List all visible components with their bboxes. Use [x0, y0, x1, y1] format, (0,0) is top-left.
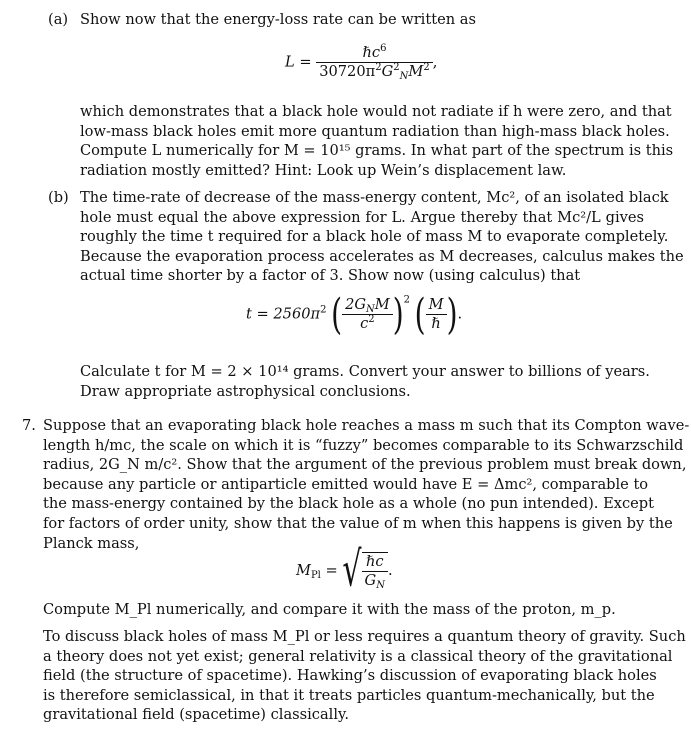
eq-7-sqrt: √ $\frac{\text{ℏc}}{G_N}$	[342, 552, 388, 590]
part-b-line: roughly the time t required for a black hole of mass M to evaporate completely.	[80, 228, 669, 246]
eq-b-f1-den-exp: 2	[368, 314, 375, 325]
problem-7-closing	[43, 627, 686, 725]
eq-b-outer-exp: 2	[403, 294, 411, 306]
part-a-body	[80, 102, 674, 180]
part-b-line: Because the evaporation process accelerates as M decreases, calculus makes the	[80, 247, 684, 265]
part-a-line: radiation mostly emitted? Hint: Look up Wein’s displacement law.	[80, 161, 567, 179]
eq-b-lhs: t = 2560π	[246, 305, 321, 323]
planck-mass-equation	[296, 542, 393, 599]
problem-7-line: length h/mc, the scale on which it is “fuzzy” becomes comparable to its Schwarzschild	[43, 436, 684, 454]
evaporation-time-equation: $t = 2560\pi^2$ ( $\frac{2G_NM}{c^2}$ )$^2$ ( $\frac{M}{\text{ℏ}}$ ).	[246, 289, 463, 339]
eq-a-den-m: M	[408, 63, 424, 80]
eq-7-eq: =	[325, 562, 338, 579]
eq-7-den-sub: N	[376, 580, 385, 591]
problem-7-compute: Compute M_Pl numerically, and compare it with the mass of the proton, m_p.	[43, 601, 616, 618]
eq-b-f2-num: M	[426, 296, 447, 315]
eq-a-lhs: L =	[285, 53, 312, 71]
part-a-label: (a)	[48, 11, 69, 28]
part-b-line: The time-rate of decrease of the mass-energy content, Mc², of an isolated black	[80, 189, 669, 206]
problem-7-closing-line: gravitational field (spacetime) classically.	[43, 706, 349, 724]
part-b-after-line: Draw appropriate astrophysical conclusions.	[80, 382, 411, 400]
problem-7-closing-line: To discuss black holes of mass M_Pl or less requires a quantum theory of gravity. Such	[43, 628, 686, 645]
part-b-label: (b)	[48, 189, 69, 206]
part-b-line: hole must equal the above expression for L. Argue thereby that Mc²/L gives	[80, 208, 644, 226]
problem-7-line: for factors of order unity, show that the value of m when this happens is given by the	[43, 514, 673, 532]
eq-a-num-exp: 6	[380, 43, 387, 54]
energy-loss-equation	[285, 44, 437, 81]
problem-7-label: 7.	[22, 417, 36, 434]
eq-b-f2-den: ℏ	[431, 315, 441, 332]
eq-a-den-coef: 30720π	[319, 63, 376, 80]
eq-b-f1-den: c	[360, 315, 369, 332]
eq-a-numerator: ℏc	[362, 44, 381, 61]
part-a-line: which demonstrates that a black hole would not radiate if h were zero, and that	[80, 103, 672, 120]
eq-b-fraction-2	[426, 296, 447, 333]
problem-7-line: radius, 2G_N m/c². Show that the argument of the previous problem must break down,	[43, 456, 687, 474]
part-a-line: low-mass black holes emit more quantum radiation than high-mass black holes.	[80, 122, 670, 140]
problem-7-line: Suppose that an evaporating black hole reaches a mass m such that its Compton wave-	[43, 417, 690, 434]
problem-7-line: Planck mass,	[43, 534, 140, 552]
eq-a-fraction: $\frac{\hbar c^6}{30720\pi^2G^2_NM^2}$	[316, 44, 433, 81]
problem-7-body	[43, 416, 690, 553]
problem-7-closing-line: is therefore semiclassical, in that it treats particles quantum-mechanically, but the	[43, 686, 655, 704]
eq-7-trailing: .	[387, 562, 393, 579]
eq-7-lhs-sub: Pl	[310, 570, 321, 581]
part-b-line: actual time shorter by a factor of 3. Show now (using calculus) that	[80, 267, 581, 285]
part-a-line: Compute L numerically for M = 10¹⁵ grams. In what part of the spectrum is this	[80, 142, 674, 160]
problem-7-closing-line: field (the structure of spacetime). Hawking’s discussion of evaporating black holes	[43, 667, 657, 685]
eq-b-fraction-1	[342, 296, 393, 333]
problem-7-line: because any particle or antiparticle emitted would have E = Δmc², comparable to	[43, 475, 649, 493]
part-b-after-line: Calculate t for M = 2 × 10¹⁴ grams. Convert your answer to billions of years.	[80, 363, 650, 380]
part-a-intro: Show now that the energy-loss rate can be written as	[80, 11, 476, 28]
problem-7-closing-line: a theory does not yet exist; general relativity is a classical theory of the gravitational	[43, 647, 673, 665]
eq-a-den-sub: N	[399, 71, 409, 82]
eq-b-f1-num: 2G	[345, 296, 367, 313]
eq-b-f1-num-m: M	[374, 296, 390, 313]
problem-7-line: the mass-energy contained by the black hole as a whole (no pun intended). Except	[43, 495, 654, 513]
eq-7-den: G	[364, 572, 377, 589]
eq-b-trailing: .	[457, 305, 463, 323]
eq-b-f1-num-sub: N	[366, 304, 375, 315]
part-b-after	[80, 362, 650, 401]
eq-a-trailing: ,	[432, 53, 438, 71]
eq-a-den-g: G	[381, 63, 394, 80]
part-b-body	[80, 188, 684, 286]
eq-7-lhs: M	[296, 562, 311, 579]
eq-7-num: ℏc	[362, 553, 388, 572]
